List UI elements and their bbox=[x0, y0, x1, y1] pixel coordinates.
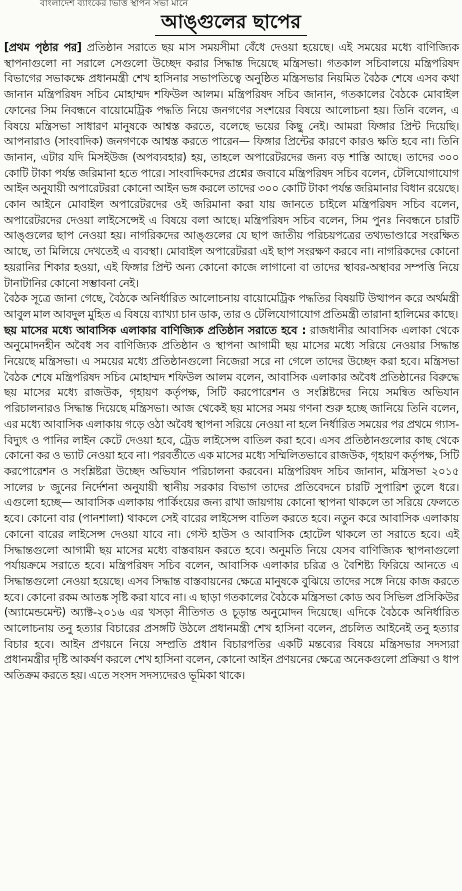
paragraph-2 bbox=[4, 291, 459, 322]
continuation-kicker: [প্রথম পৃষ্ঠার পর] bbox=[4, 41, 82, 54]
previous-article-fragment: বাংলাদেশ ব্যাংকের ভিত্তি স্থাপন সভা মানে bbox=[40, 0, 188, 9]
headline: আঙ্গুলের ছাপের bbox=[155, 10, 307, 36]
paragraph-3-text: রাজধানীর আবাসিক এলাকা থেকে অনুমোদনহীন অবৈধ সব বাণিজ্যিক প্রতিষ্ঠান ও স্থাপনা আগামী ছয় মাসের মধ্যে সরিয়ে নেওয়ার সিদ্ধান্ত নিয়েছে মন্ত্রিসভা। এ সময়ের মধ্যে প্রতিষ্ঠানগুলো নিজেরা সরে না গেলে তাদের উচ্ছেদ করা হবে। মন্ত্রিসভা বৈঠক শেষে মন্ত্রিপরিষদ সচিব মোহাম্মদ শফিউল আলম বলেন, আবাসিক এলাকার অবৈধ প্রতিষ্ঠানের বিরুদ্ধে ছয় মাসের মধ্যে রাজউক, গৃহায়ণ কর্তৃপক্ষ, সিটি করপোরেশন ও সংশ্লিষ্টদের নিয়ে সমন্বিত অভিযান পরিচালনারও সিদ্ধান্ত দিয়েছে মন্ত্রিসভা। আজ থেকেই ছয় মাসের সময় গণনা শুরু হচ্ছে জানিয়ে তিনি বলেন, এর মধ্যে আবাসিক এলাকায় গড়ে ওঠা অবৈধ স্থাপনা সরিয়ে নেওয়া না হলে নির্ধারিত সময়ের পর প্রথমে গ্যাস-বিদ্যুৎ ও পানির লাইন কেটে দেওয়া হবে, ট্রেড লাইসেন্স বাতিল করা হবে। এসব প্রতিষ্ঠানগুলোর কাছ থেকে কোনো কর ও ভ্যাট নেওয়া হবে না। পরবর্তীতে এক মাসের মধ্যে সম্মিলিতভাবে রাজউক, গৃহায়ণ কর্তৃপক্ষ, সিটি করপোরেশন ও সংশ্লিষ্টরা উচ্ছেদ অভিযান পরিচালনা করবেন। মন্ত্রিপরিষদ সচিব জানান, মন্ত্রিসভা ২০১৫ সালের ৮ জুনের নির্দেশনা অনুযায়ী স্থানীয় সরকার বিভাগ তাদের প্রতিবেদনে চারটি সুপারিশ তুলে ধরে। এগুলো হচ্ছে— আবাসিক এলাকায় পার্কিংয়ের জন্য রাখা জায়গায় কোনো স্থাপনা থাকলে তা সরিয়ে ফেলতে হবে। কোনো বার (পানশালা) থাকলে সেই বারের লাইসেন্স বাতিল করতে হবে। নতুন করে আবাসিক এলাকায় কোনো বারের লাইসেন্স দেওয়া যাবে না। গেস্ট হাউস ও আবাসিক হোটেল থাকলে তা সরাতে হবে। এই সিদ্ধান্তগুলো আগামী ছয় মাসের মধ্যে বাস্তবায়ন করতে হবে। অনুমতি নিয়ে যেসব বাণিজ্যিক স্থাপনাগুলো পর্যায়ক্রমে সরাতে হবে। মন্ত্রিপরিষদ সচিব বলেন, আবাসিক এলাকার চরিত্র ও বৈশিষ্ট্য ফিরিয়ে আনতে এ সিদ্ধান্তগুলো নেওয়া হয়েছে। এসব সিদ্ধান্ত বাস্তবায়নের ক্ষেত্রে মানুষকে বুঝিয়ে তাদের সঙ্গে নিয়ে কাজ করতে হবে। কোনো রকম আতঙ্ক সৃষ্টি করা যাবে না। এ ছাড়া গতকালের বৈঠকে মন্ত্রিসভা কোড অব সিভিল প্রসিকিউর (অ্যামেন্ডমেন্ট) অ্যাক্ট-২০১৬ এর খসড়া নীতিগত ও চূড়ান্ত অনুমোদন দিয়েছে। এদিকে বৈঠকে অনির্ধারিত আলোচনায় তনু হত্যার বিচারের প্রসঙ্গটি উঠলে প্রধানমন্ত্রী শেখ হাসিনা বলেন, প্রচলিত আইনেই তনু হত্যার বিচার হবে। আইন প্রণয়নে নিয়ে সম্প্রতি প্রধান বিচারপতির একটি মন্তব্যের বিষয়ে মন্ত্রিসভার সদস্যরা প্রধানমন্ত্রীর দৃষ্টি আকর্ষণ করলে শেখ হাসিনা বলেন, কোনো আইন প্রণয়নের ক্ষেত্রে অনেকগুলো প্রক্রিয়া ও ধাপ অতিক্রম করতে হয়। এতে সংসদ সদস্যদেরও ভূমিকা থাকে। bbox=[4, 323, 459, 683]
paragraph-1-text: প্রতিষ্ঠান সরাতে ছয় মাস সময়সীমা বেঁধে দেওয়া হয়েছে। এই সময়ের মধ্যে বাণিজ্যিক স্থাপনাগুলো না সরালে সেগুলো উচ্ছেদ করার সিদ্ধান্ত দিয়েছে মন্ত্রিসভা। গতকাল সচিবালয়ে মন্ত্রিপরিষদ বিভাগের সভাকক্ষে প্রধানমন্ত্রী শেখ হাসিনার সভাপতিত্বে অনুষ্ঠিত মন্ত্রিসভার নিয়মিত বৈঠক শেষে এসব কথা জানান মন্ত্রিপরিষদ সচিব মোহাম্মদ শফিউল আলম। মন্ত্রিপরিষদ সচিব জানান, গতকালের বৈঠকে মোবাইল ফোনের সিম নিবন্ধনে বায়োমেট্রিক পদ্ধতি নিয়ে জনগণের সংশয়ের বিষয়ে আলোচনা হয়। তিনি বলেন, এ বিষয়ে মন্ত্রিসভা সাধারণ মানুষকে আশ্বস্ত করতে, বলেছে ভয়ের কিছু নেই। আমরা ফিঙ্গার প্রিন্ট দিয়েছি। আপনারাও (সাংবাদিক) জনগণকে আশ্বস্ত করতে পারেন— ফিঙ্গার প্রিন্টের কারণে কারও ক্ষতি হবে না। তিনি জানান, এটার যদি মিসইউজ (অপব্যবহার) হয়, তাহলে অপারেটরদের জন্য বড় শাস্তি আছে। তাদের ৩০০ কোটি টাকা পর্যন্ত জরিমানা হতে পারে। সাংবাদিকদের প্রশ্নের জবাবে মন্ত্রিপরিষদ সচিব বলেন, টেলিযোগাযোগ আইন অনুযায়ী অপারেটররা কোনো আইন ভঙ্গ করলে তাদের ৩০০ কোটি টাকা পর্যন্ত জরিমানার বিধান রয়েছে। কোন আইনে মোবাইল অপারেটরদের ওই জরিমানা করা যায় জানতে চাইলে মন্ত্রিপরিষদ সচিব বলেন, অপারেটরদের দেওয়া লাইসেন্সেই এ বিষয়ে বলা আছে। মন্ত্রিপরিষদ সচিব বলেন, সিম পুনঃ নিবন্ধনে চারটি আঙ্গুলের ছাপ নেওয়া হয়। নাগরিকদের আঙ্গুলের যে ছাপ জাতীয় পরিচয়পত্রের তথ্যভাণ্ডারে সংরক্ষিত আছে, তা মিলিয়ে দেখতেই এ ব্যবস্থা। মোবাইল অপারেটররা এই ছাপ সংরক্ষণ করবে না। নাগরিকদের কোনো হয়রানির শিকার হওয়া, এই ফিঙ্গার প্রিন্ট অন্য কোনো কাজে লাগানো বা তাদের স্থাবর-অস্থাবর সম্পত্তি নিয়ে টানাটানির কোনো সম্ভাবনা নেই। bbox=[4, 41, 459, 290]
paragraph-2-text: বৈঠক সূত্রে জানা গেছে, বৈঠকে অনির্ধারিত আলোচনায় বায়োমেট্রিক পদ্ধতির বিষয়টি উত্থাপন করে অর্থমন্ত্রী আবুল মাল আবদুল মুহিত এ বিষয়ে ব্যাখ্যা চান ডাক, তার ও টেলিযোগাযোগ প্রতিমন্ত্রী তারানা হালিমের কাছে। bbox=[4, 292, 459, 321]
paragraph-1 bbox=[4, 40, 459, 291]
article-body bbox=[4, 40, 459, 684]
section-subhead: ছয় মাসের মধ্যে আবাসিক এলাকার বাণিজ্যিক প্রতিষ্ঠান সরাতে হবে : bbox=[4, 323, 306, 337]
headline-container bbox=[0, 10, 462, 37]
paragraph-3 bbox=[4, 323, 459, 684]
